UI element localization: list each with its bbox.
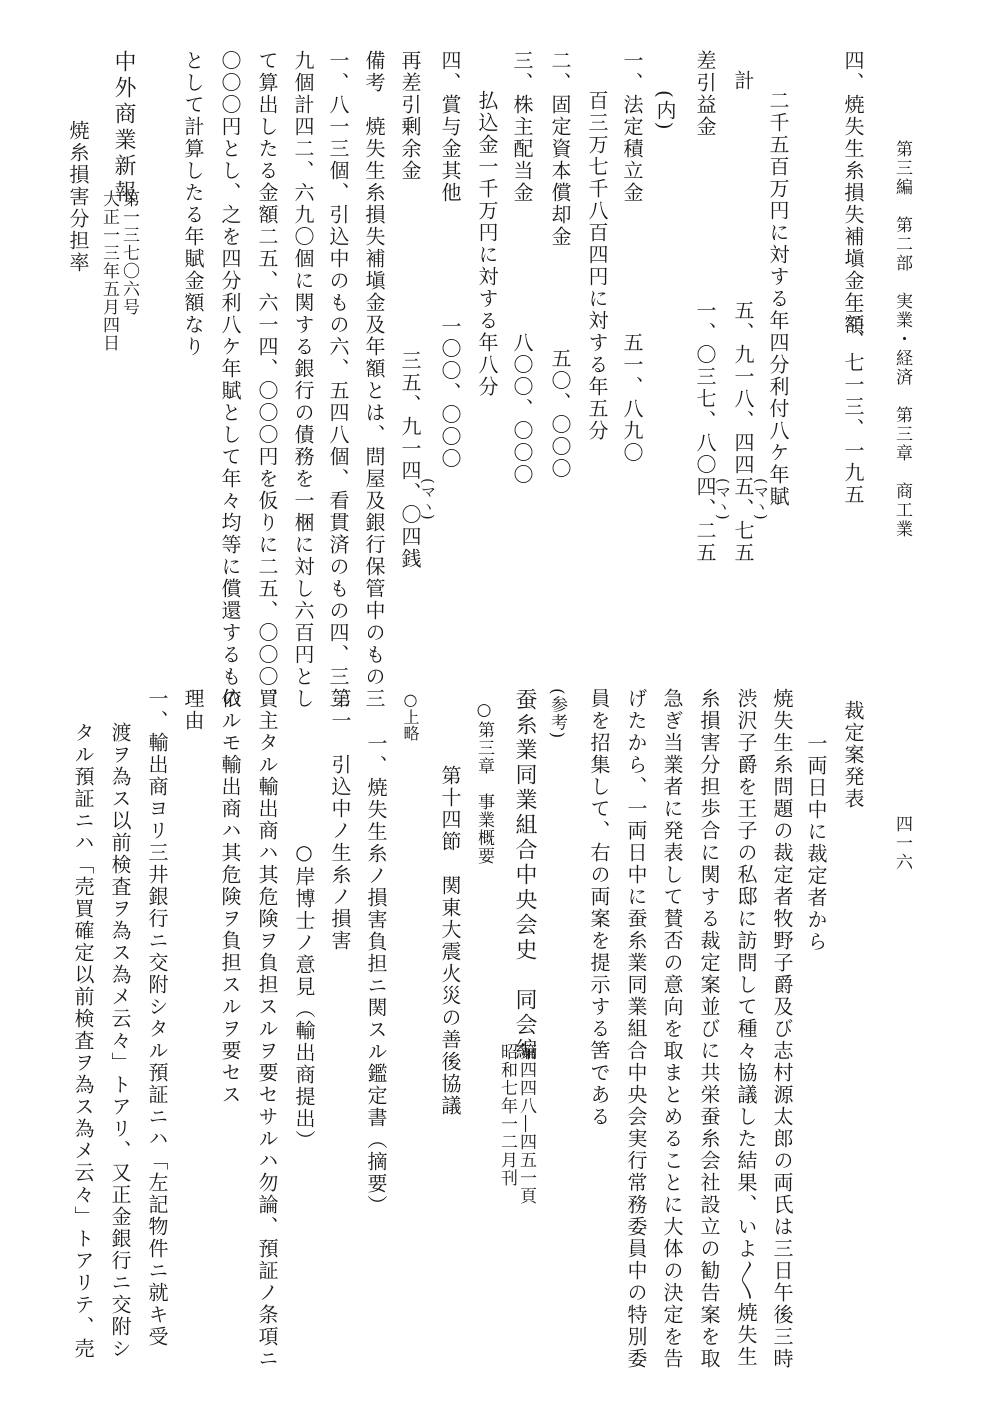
upper-amount-12: 三五、九一四、〇四銭 <box>398 350 422 570</box>
lower-line-8: 員を招集して、右の両案を提示する筈である <box>587 688 611 1128</box>
lower-line-18: 依ルモ輸出商ハ其危険ヲ負担スルヲ要セス <box>218 688 242 1106</box>
running-title: 第三編 第二部 実業・経済 第三章 商工業 <box>892 140 912 539</box>
reference-date: 昭和七年一二月刊 <box>497 1043 517 1187</box>
upper-line-2: 二千五百万円に対する年四分利付八ケ年賦 <box>766 90 790 508</box>
upper-line-3: 計 <box>731 70 755 92</box>
lower-line-14: 一、焼失生糸ノ損害負担ニ関スル鑑定書（摘要） <box>364 733 388 1217</box>
upper-line-14: 一、八一三個、引込中のもの六、五四八個、看貫済のもの四、三三 <box>326 50 350 710</box>
upper-line-8: 二、固定資本償却金 <box>548 50 572 248</box>
upper-line-1: 四、焼失生糸損失補塡金年額 <box>841 50 865 336</box>
upper-line-17: 〇〇〇円とし、之を四分利八ケ年賦として年々均等に償還するもの <box>218 50 242 710</box>
upper-line-6: 一、法定積立金 <box>620 50 644 204</box>
section-heading: 第十四節 関東大震火災の善後協議 <box>438 765 462 1117</box>
lower-line-17: 買主タル輸出商ハ其危険ヲ負担スルヲ要セサルハ勿論、預証ノ条項ニ <box>255 688 279 1370</box>
upper-note-4: (マヽ) <box>714 478 732 520</box>
upper-note-12: (マヽ) <box>419 478 437 520</box>
upper-amount-8: 五〇、〇〇〇 <box>548 348 572 480</box>
omission-note: ○上略 <box>401 690 420 741</box>
upper-line-7: 百三万七千八百四円に対する年五分 <box>585 90 609 442</box>
reference-pages: 第四四八―四五一頁 <box>516 1043 536 1205</box>
lower-subheading: 一両日中に裁定者から <box>804 733 828 953</box>
upper-line-16: て算出したる金額二五、六一四、〇〇〇円を仮りに二五、〇〇〇、 <box>255 50 279 710</box>
source-newspaper: 中外商業新報 <box>111 50 136 206</box>
upper-amount-9: 八〇〇、〇〇〇 <box>510 332 534 486</box>
upper-line-20: 焼糸損害分担率 <box>66 120 90 274</box>
lower-line-5: 糸損害分担歩合に関する裁定案並びに共栄蚕糸会社設立の勧告案を取 <box>697 688 721 1370</box>
lower-line-21: 渡ヲ為ス以前検査ヲ為ス為メ云々」トアリ、又正金銀行ニ交附シ <box>108 722 132 1360</box>
upper-line-12: 再差引剰余金 <box>398 50 422 182</box>
upper-line-10: 払込金一千万円に対する年八分 <box>475 90 499 398</box>
upper-line-4: 差引益金 <box>693 50 717 138</box>
lower-line-6: 急ぎ当業者に発表して賛否の意向を取まとめることに大体の決定を告 <box>660 688 684 1370</box>
lower-line-16: ○岸博士ノ意見（輸出商提出） <box>292 840 316 1152</box>
page-number: 四一六 <box>892 815 912 872</box>
upper-line-9: 三、株主配当金 <box>510 50 534 204</box>
upper-amount-11: 一〇〇、〇〇〇 <box>438 316 462 470</box>
lower-line-3: 焼失生糸問題の裁定者牧野子爵及び志村源太郎の両氏は三日午後三時 <box>770 688 794 1370</box>
upper-line-11: 四、賞与金其他 <box>438 50 462 204</box>
upper-line-15: 九個計四二、六九〇個に関する銀行の債務を一梱に対し六百円とし <box>291 50 315 710</box>
upper-amount-1: 三、七一三、一九五 <box>841 308 865 506</box>
lower-line-20: 一、輸出商ヨリ三井銀行ニ交附シタル預証ニハ「左記物件ニ就キ受 <box>145 688 169 1348</box>
source-issue: 第一三七〇六号 <box>119 190 139 316</box>
lower-line-4: 渋沢子爵を王子の私邸に訪問して種々協議した結果、いよ〳〵焼失生 <box>734 688 758 1368</box>
lower-line-15: 第一 引込中ノ生糸ノ損害 <box>328 688 352 952</box>
upper-line-5: (内) <box>653 90 677 132</box>
source-date: 大正一三年五月四日 <box>99 190 119 352</box>
upper-line-18: として計算したる年賦金額なり <box>181 50 205 358</box>
lower-heading: 裁定案発表 <box>841 700 865 810</box>
chapter-heading: ○第三章 事業概要 <box>474 700 494 865</box>
reference-label: (参考) <box>547 688 567 740</box>
upper-line-13: 備考 焼失生糸損失補塡金及年額とは、問屋及銀行保管中のもの三 <box>362 50 386 710</box>
upper-note-3: (マヽ) <box>752 478 770 520</box>
upper-amount-6: 五一、八九〇 <box>620 332 644 464</box>
lower-line-22: タル預証ニハ「売買確定以前検査ヲ為ス為メ云々」トアリテ、売 <box>71 722 95 1360</box>
reference-title: 蚕糸業同業組合中央会史 同会編 <box>512 688 537 1063</box>
upper-amount-3: 五、九一八、四四五、七五 <box>731 300 755 564</box>
upper-amount-4: 一、〇三七、八〇四、二五 <box>693 300 717 564</box>
lower-line-7: げたから、一両日中に蚕糸業同業組合中央会実行常務委員中の特別委 <box>624 688 648 1370</box>
lower-line-19: 理由 <box>181 688 205 732</box>
